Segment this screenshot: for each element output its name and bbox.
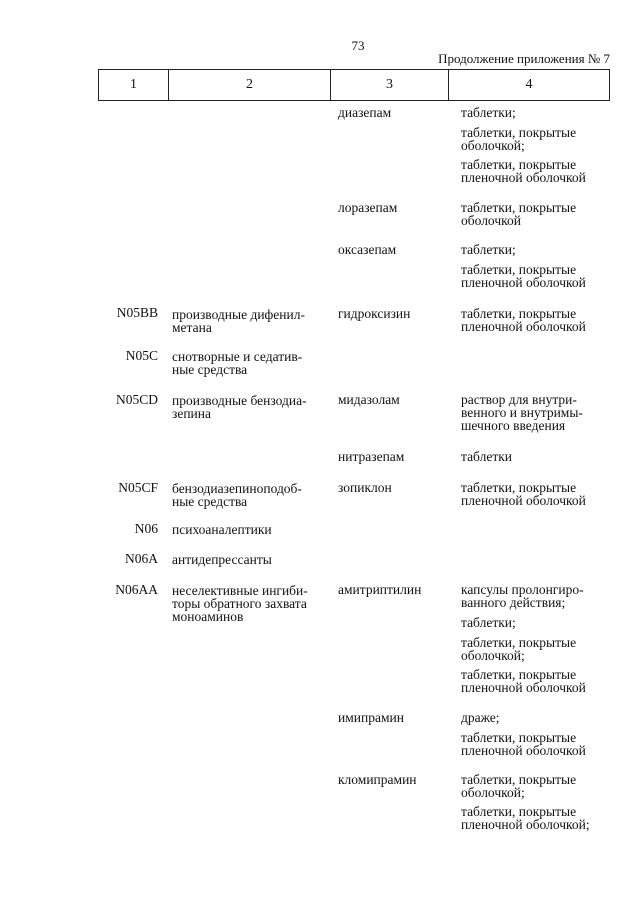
cell-line: таблетки, покрытые: [461, 772, 577, 787]
cell-line: пленочной оболочкой: [461, 743, 586, 758]
cell-line: таблетки, покрытые: [461, 125, 577, 140]
cell-line: моноаминов: [172, 609, 244, 624]
drug-name: зопиклон: [338, 480, 392, 495]
header-col-2: 2: [169, 70, 331, 100]
drug-name: амитриптилин: [338, 582, 422, 597]
dosage-form: [461, 668, 611, 694]
dosage-form: [461, 773, 611, 799]
dosage-form: [461, 636, 611, 662]
cell-line: венного и внутримы-: [461, 405, 583, 420]
cell-line: метана: [172, 320, 212, 335]
atc-code: N05BB: [116, 305, 158, 320]
cell-line: таблетки, покрытые: [461, 480, 577, 495]
continuation-note: Продолжение приложения № 7: [438, 51, 610, 66]
drug-name: гидроксизин: [338, 306, 411, 321]
drug-name: лоразепам: [338, 200, 398, 215]
dosage-form: [461, 711, 611, 724]
dosage-form: [461, 481, 611, 507]
cell-line: таблетки;: [461, 242, 516, 257]
cell-line: драже;: [461, 710, 500, 725]
group-name: [172, 350, 330, 376]
dosage-form: [461, 201, 611, 227]
atc-code: N06A: [125, 551, 158, 566]
cell-line: пленочной оболочкой: [461, 319, 586, 334]
atc-code: N05CF: [118, 480, 158, 495]
dosage-form: [461, 243, 611, 256]
cell-line: неселективные ингиби-: [172, 583, 308, 598]
cell-line: таблетки, покрытые: [461, 804, 577, 819]
group-name: [172, 584, 330, 623]
drug-name: нитразепам: [338, 449, 405, 464]
drug-name: имипрамин: [338, 710, 404, 725]
cell-line: шечного введения: [461, 418, 566, 433]
cell-line: бензодиазепиноподоб-: [172, 481, 302, 496]
cell-line: производные дифенил-: [172, 307, 305, 322]
cell-line: пленочной оболочкой;: [461, 817, 590, 832]
cell-line: таблетки;: [461, 105, 516, 120]
dosage-form: [461, 393, 611, 432]
page-number: 73: [351, 38, 365, 53]
group-name: [172, 553, 330, 566]
cell-line: таблетки, покрытые: [461, 667, 577, 682]
dosage-form: [461, 731, 611, 757]
cell-line: капсулы пролонгиро-: [461, 582, 584, 597]
dosage-form: [461, 263, 611, 289]
group-name: [172, 482, 330, 508]
cell-line: таблетки, покрытые: [461, 200, 577, 215]
cell-line: оболочкой;: [461, 785, 525, 800]
cell-line: таблетки;: [461, 615, 516, 630]
cell-line: антидепрессанты: [172, 552, 272, 567]
cell-line: психоаналептики: [172, 522, 272, 537]
dosage-form: [461, 307, 611, 333]
cell-line: ные средства: [172, 494, 248, 509]
cell-line: пленочной оболочкой: [461, 680, 586, 695]
drug-name: кломипрамин: [338, 772, 417, 787]
cell-line: пленочной оболочкой: [461, 170, 586, 185]
header-col-4: 4: [525, 77, 533, 92]
dosage-form: [461, 450, 611, 463]
cell-line: ванного действия;: [461, 595, 566, 610]
cell-line: таблетки, покрытые: [461, 262, 577, 277]
dosage-form: [461, 126, 611, 152]
drug-name: мидазолам: [338, 392, 400, 407]
cell-line: таблетки, покрытые: [461, 306, 577, 321]
cell-line: таблетки, покрытые: [461, 730, 577, 745]
dosage-form: [461, 158, 611, 184]
cell-line: оболочкой;: [461, 138, 525, 153]
cell-line: зепина: [172, 406, 211, 421]
group-name: [172, 394, 330, 420]
cell-line: оболочкой;: [461, 648, 525, 663]
cell-line: оболочкой: [461, 213, 521, 228]
header-col-1: 1: [99, 70, 169, 100]
drug-name: оксазепам: [338, 242, 397, 257]
cell-line: раствор для внутри-: [461, 392, 577, 407]
atc-code: N05C: [125, 348, 158, 363]
cell-line: ные средства: [172, 362, 248, 377]
header-col-3: 3: [331, 70, 449, 100]
atc-code: N06AA: [115, 582, 158, 597]
group-name: [172, 523, 330, 536]
cell-line: таблетки, покрытые: [461, 635, 577, 650]
atc-code: N05CD: [115, 392, 158, 407]
dosage-form: [461, 106, 611, 119]
dosage-form: [461, 805, 611, 831]
atc-code: N06: [134, 521, 158, 536]
cell-line: таблетки, покрытые: [461, 157, 577, 172]
cell-line: торы обратного захвата: [172, 596, 307, 611]
dosage-form: [461, 616, 611, 629]
cell-line: снотворные и седатив-: [172, 349, 303, 364]
cell-line: таблетки: [461, 449, 513, 464]
drug-name: диазепам: [338, 105, 392, 120]
cell-line: пленочной оболочкой: [461, 493, 586, 508]
dosage-form: [461, 583, 611, 609]
table-header: [98, 69, 610, 101]
cell-line: пленочной оболочкой: [461, 275, 586, 290]
cell-line: производные бензодиа-: [172, 393, 307, 408]
group-name: [172, 308, 330, 334]
